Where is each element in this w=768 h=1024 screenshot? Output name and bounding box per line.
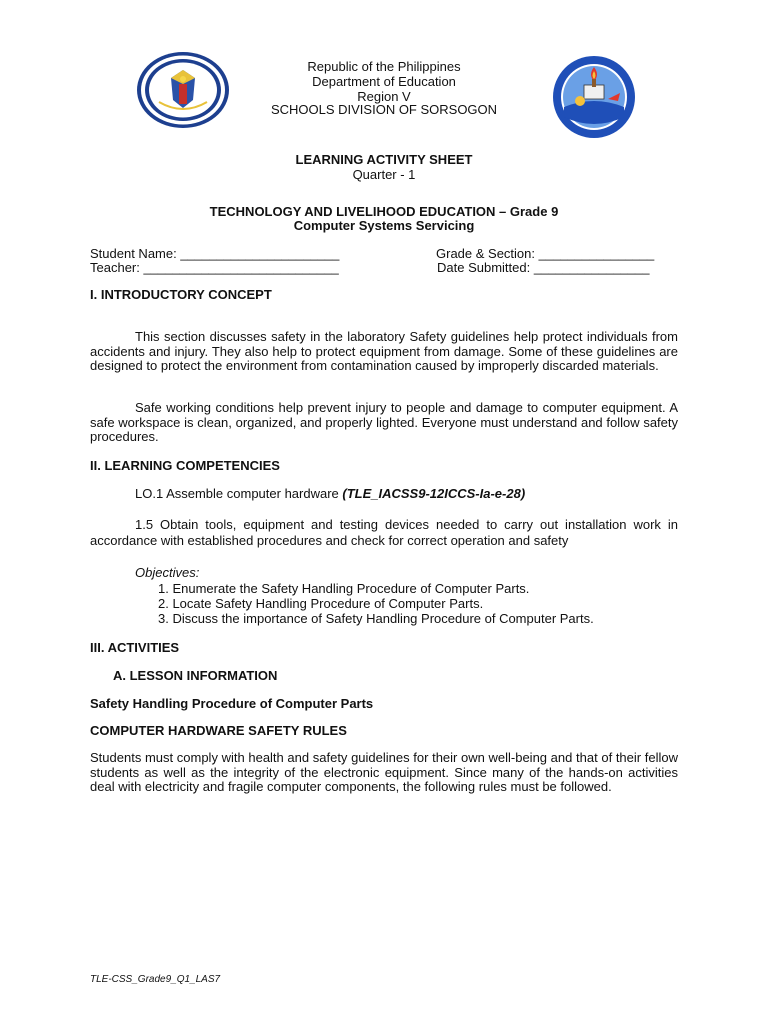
objective-item: 2. Locate Safety Handling Procedure of Computer Parts. <box>158 596 484 611</box>
teacher-field: Teacher: ___________________________ <box>90 260 339 275</box>
safety-rules-paragraph: Students must comply with health and safety guidelines for their own well-being and that of their fellow students as well as the integrity of the electronic equipment. Since many of the hands-on activities deal with electricity and fragile computer components, the following rules must be followed. <box>90 750 678 794</box>
grade-section-field: Grade & Section: ________________ <box>436 246 655 261</box>
header-republic: Republic of the Philippines <box>307 59 461 74</box>
objective-item: 1. Enumerate the Safety Handling Procedure of Computer Parts. <box>158 581 530 596</box>
lesson-info-heading: A. LESSON INFORMATION <box>113 668 278 683</box>
safety-procedure-heading: Safety Handling Procedure of Computer Parts <box>90 696 374 711</box>
learning-outcome: LO.1 Assemble computer hardware (TLE_IACSS9-12ICCS-Ia-e-28) <box>135 486 526 501</box>
safety-rules-heading: COMPUTER HARDWARE SAFETY RULES <box>90 723 347 738</box>
header-region: Region V <box>357 89 411 104</box>
sheet-course: Computer Systems Servicing <box>293 218 475 233</box>
header-division: SCHOOLS DIVISION OF SORSOGON <box>270 102 498 117</box>
objective-item: 3. Discuss the importance of Safety Handling Procedure of Computer Parts. <box>158 611 594 626</box>
footer-code: TLE-CSS_Grade9_Q1_LAS7 <box>90 974 221 985</box>
header-department: Department of Education <box>312 74 456 89</box>
intro-paragraph-2: Safe working conditions help prevent injury to people and damage to computer equipment. A safe workspace is clean, organized, and properly lighted. Everyone must understand and follow safety procedures. <box>90 400 678 444</box>
intro-paragraph-1: This section discusses safety in the laboratory Safety guidelines help protect individuals from accidents and injury. They also help to protect equipment from damage. Some of these guidelines are designed to protect the environment from contamination caused by improperly discarded materials. <box>90 329 678 373</box>
sheet-subject: TECHNOLOGY AND LIVELIHOOD EDUCATION – Grade 9 <box>209 204 559 219</box>
student-name-field: Student Name: ______________________ <box>90 246 340 261</box>
sheet-title: LEARNING ACTIVITY SHEET <box>295 152 473 167</box>
learning-outcome-code: (TLE_IACSS9-12ICCS-Ia-e-28) <box>342 486 526 501</box>
activities-heading: III. ACTIVITIES <box>90 640 180 655</box>
date-submitted-field: Date Submitted: ________________ <box>437 260 650 275</box>
objectives-label: Objectives: <box>135 565 200 580</box>
competencies-heading: II. LEARNING COMPETENCIES <box>90 458 280 473</box>
learning-outcome-detail: 1.5 Obtain tools, equipment and testing devices needed to carry out installation work in accordance with established procedures and check for correct operation and safety <box>90 517 678 548</box>
sheet-quarter: Quarter - 1 <box>352 167 416 182</box>
intro-heading: I. INTRODUCTORY CONCEPT <box>90 287 272 302</box>
